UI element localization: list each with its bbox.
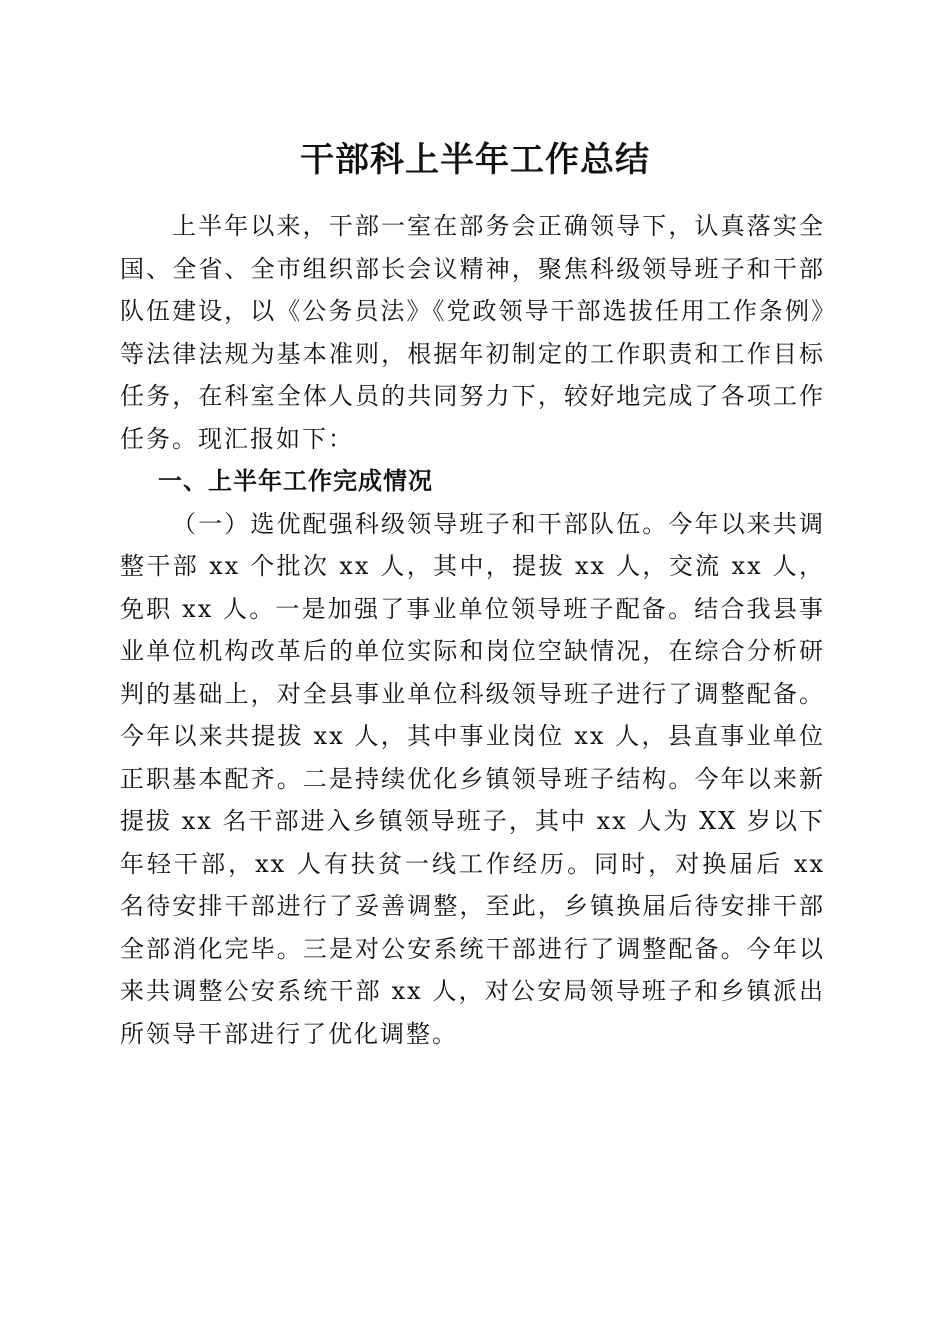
- intro-paragraph: 上半年以来，干部一室在部务会正确领导下，认真落实全国、全省、全市组织部长会议精神，聚焦科级领导班子和干部队伍建设，以《公务员法》《党政领导干部选拔任用工作条例》等法律法规为基本准则，根据年初制定的工作职责和工作目标任务，在科室全体人员的共同努力下，较好地完成了各项工作任务。现汇报如下：: [120, 212, 825, 453]
- document-title: 干部科上半年工作总结: [300, 140, 650, 180]
- subsection-paragraph: [120, 503, 825, 1056]
- document-body: [120, 205, 825, 1055]
- subsection-lead: （一）选优配强科级领导班子和干部队伍。: [172, 509, 669, 538]
- subsection-body: 今年以来共调整干部 xx 个批次 xx 人，其中，提拔 xx 人，交流 xx 人，免职 xx 人。一是加强了事业单位领导班子配备。结合我县事业单位机构改革后的单位实际和岗位空缺情况，在综合分析研判的基础上，对全县事业单位科级领导班子进行了调整配备。今年以来共提拔 xx 人，其中事业岗位 xx 人，县直事业单位正职基本配齐。二是持续优化乡镇领导班子结构。今年以来新提拔 xx 名干部进入乡镇领导班子，其中 xx 人为 XX 岁以下年轻干部，xx 人有扶贫一线工作经历。同时，对换届后 xx 名待安排干部进行了妥善调整，至此，乡镇换届后待安排干部全部消化完毕。三是对公安系统干部进行了调整配备。今年以来共调整公安系统干部 xx 人，对公安局领导班子和乡镇派出所领导干部进行了优化调整。: [120, 509, 825, 1048]
- section-heading: 一、上半年工作完成情况: [158, 467, 433, 495]
